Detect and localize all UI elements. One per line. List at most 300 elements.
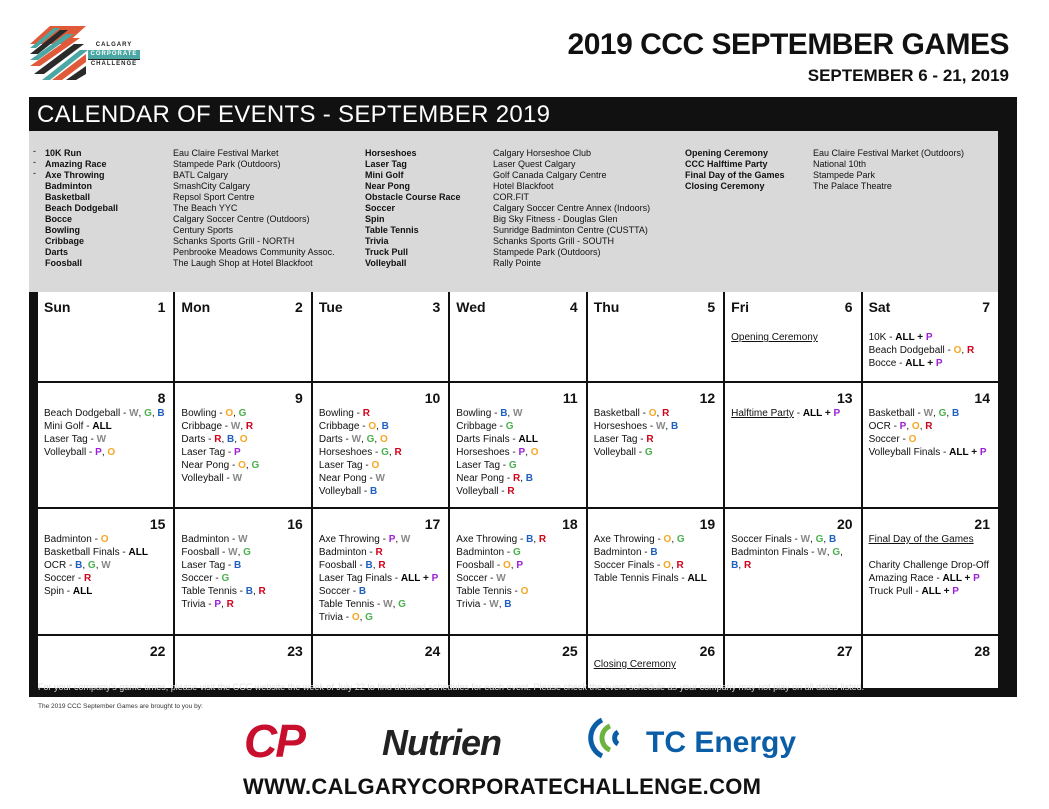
weekday-label: Sat bbox=[868, 299, 891, 315]
legend-venue: Sunridge Badminton Centre (CUSTTA) bbox=[493, 225, 648, 235]
event-name: Soccer Finals - bbox=[593, 560, 664, 571]
team-tag: O bbox=[225, 408, 234, 419]
team-tag: G bbox=[512, 547, 521, 558]
calendar-title: CALENDAR OF EVENTS - SEPTEMBER 2019 bbox=[37, 101, 551, 128]
team-tag: , bbox=[533, 534, 539, 545]
team-tag: B bbox=[75, 560, 83, 571]
event-list bbox=[594, 407, 719, 459]
event-item bbox=[181, 407, 306, 420]
team-tag: W bbox=[228, 547, 238, 558]
event-list bbox=[594, 658, 719, 671]
event-item bbox=[869, 585, 994, 598]
event-name: OCR - bbox=[868, 421, 900, 432]
team-tag: R bbox=[258, 586, 266, 597]
team-tag: , bbox=[665, 421, 671, 432]
legend-row bbox=[45, 159, 335, 170]
legend-venue: Calgary Soccer Centre (Outdoors) bbox=[173, 214, 310, 224]
team-tag: , bbox=[359, 612, 366, 623]
tc-energy-logo: TC Energy bbox=[646, 726, 797, 759]
event-name: Near Pong - bbox=[318, 473, 376, 484]
team-tag: , bbox=[810, 534, 816, 545]
event-name: Basketball - bbox=[593, 408, 649, 419]
weekday-label: Mon bbox=[181, 299, 211, 315]
team-tag: R bbox=[394, 447, 402, 458]
event-item bbox=[731, 533, 856, 546]
event-list bbox=[319, 533, 444, 624]
team-tag: O bbox=[908, 434, 917, 445]
event-name[interactable]: Opening Ceremony bbox=[731, 332, 818, 343]
event-name: Charity Challenge Drop-Off bbox=[868, 560, 989, 571]
legend-venue: The Beach YYC bbox=[173, 203, 238, 213]
event-name: Badminton - bbox=[593, 547, 651, 558]
team-tag: G bbox=[221, 573, 230, 584]
event-list bbox=[731, 533, 856, 572]
event-name: Volleyball - bbox=[318, 486, 370, 497]
event-item bbox=[456, 559, 581, 572]
event-name: Bowling - bbox=[456, 408, 501, 419]
team-tag: , bbox=[946, 408, 952, 419]
event-name: Laser Tag - bbox=[181, 447, 235, 458]
legend-event: Foosball bbox=[45, 258, 83, 268]
calendar-day-cell bbox=[450, 292, 585, 381]
event-item bbox=[319, 611, 444, 624]
team-tag: B bbox=[245, 586, 253, 597]
event-item bbox=[181, 546, 306, 559]
team-tag: + bbox=[968, 447, 980, 458]
team-tag: R bbox=[538, 534, 547, 545]
event-item bbox=[319, 407, 444, 420]
team-tag: G bbox=[505, 421, 514, 432]
weekday-label: Fri bbox=[731, 299, 750, 315]
team-tag: O bbox=[663, 534, 672, 545]
team-tag: W bbox=[400, 534, 411, 545]
event-name: Bowling - bbox=[318, 408, 363, 419]
logo-text bbox=[88, 41, 140, 69]
weekday-label: Thu bbox=[593, 299, 620, 315]
calendar-day-cell bbox=[588, 383, 723, 507]
calendar-grid bbox=[38, 292, 998, 682]
event-item bbox=[319, 485, 444, 498]
event-item bbox=[456, 572, 581, 585]
team-tag: W bbox=[817, 547, 827, 558]
calendar-day-cell bbox=[38, 509, 173, 634]
legend-venue: Schanks Sports Grill - SOUTH bbox=[493, 236, 615, 246]
event-name: Volleyball Finals - bbox=[868, 447, 950, 458]
event-item bbox=[181, 559, 306, 572]
event-list bbox=[456, 533, 581, 611]
team-tag: , bbox=[520, 473, 526, 484]
day-number: 7 bbox=[982, 299, 990, 315]
legend-row bbox=[45, 225, 335, 236]
legend-event: Closing Ceremony bbox=[685, 181, 765, 191]
day-number: 25 bbox=[562, 643, 578, 659]
calendar-day-cell bbox=[588, 509, 723, 634]
legend-row bbox=[45, 148, 335, 159]
team-tag: G bbox=[815, 534, 824, 545]
team-tag: G bbox=[938, 408, 947, 419]
legend-event: Trivia bbox=[365, 236, 389, 246]
event-item bbox=[456, 485, 581, 498]
event-item bbox=[319, 446, 444, 459]
event-name: Soccer - bbox=[44, 573, 85, 584]
event-item[interactable] bbox=[731, 331, 856, 344]
event-item bbox=[456, 546, 581, 559]
legend-event: 10K Run bbox=[45, 148, 82, 158]
calendar-day-cell bbox=[863, 292, 998, 381]
event-item bbox=[44, 433, 169, 446]
legend-venue: Stampede Park bbox=[813, 170, 876, 180]
legend-row bbox=[45, 181, 335, 192]
legend-row bbox=[45, 214, 335, 225]
event-item bbox=[869, 331, 994, 344]
team-tag: W bbox=[489, 599, 499, 610]
weekday-label: Sun bbox=[44, 299, 71, 315]
team-tag: B bbox=[526, 534, 534, 545]
event-item bbox=[319, 572, 444, 585]
legend-row bbox=[685, 170, 964, 181]
event-item bbox=[869, 407, 994, 420]
team-tag: ALL bbox=[92, 421, 112, 432]
logo-line-2: CORPORATE bbox=[88, 50, 140, 59]
legend-row bbox=[365, 225, 650, 236]
team-tag: R bbox=[362, 408, 370, 419]
event-item bbox=[869, 433, 994, 446]
day-number: 18 bbox=[562, 516, 578, 532]
event-item bbox=[44, 420, 169, 433]
event-name: Cribbage - bbox=[181, 421, 231, 432]
event-item bbox=[456, 533, 581, 546]
team-tag: + bbox=[940, 586, 953, 597]
event-item bbox=[594, 420, 719, 433]
calendar-day-cell bbox=[863, 509, 998, 634]
event-item bbox=[44, 572, 169, 585]
nutrien-logo: Nutrien bbox=[382, 722, 501, 763]
team-tag: R bbox=[245, 421, 254, 432]
event-item[interactable] bbox=[731, 407, 856, 420]
legend-venue: Calgary Soccer Centre Annex (Indoors) bbox=[493, 203, 651, 213]
day-number: 21 bbox=[974, 516, 990, 532]
team-tag: B bbox=[828, 534, 837, 545]
team-tag: O bbox=[953, 345, 962, 356]
team-tag: W bbox=[923, 408, 934, 419]
team-tag: , bbox=[823, 534, 829, 545]
calendar-day-cell bbox=[450, 383, 585, 507]
legend-row bbox=[365, 214, 650, 225]
day-number: 9 bbox=[295, 390, 303, 406]
event-name: Volleyball - bbox=[181, 473, 233, 484]
team-tag: R bbox=[507, 486, 515, 497]
event-name: Soccer - bbox=[181, 573, 222, 584]
team-tag: W bbox=[351, 434, 362, 445]
date-range: SEPTEMBER 6 - 21, 2019 bbox=[807, 66, 1009, 85]
weekday-label: Tue bbox=[318, 299, 343, 315]
calendar-day-cell bbox=[725, 383, 860, 507]
day-number: 17 bbox=[424, 516, 441, 532]
event-item bbox=[594, 407, 719, 420]
legend-venue: Stampede Park (Outdoors) bbox=[493, 247, 601, 257]
event-name: Mini Golf - bbox=[44, 421, 93, 432]
event-name: Near Pong - bbox=[456, 473, 513, 484]
legend-event: Bocce bbox=[45, 214, 73, 224]
legend-row bbox=[685, 148, 964, 159]
event-item bbox=[869, 420, 994, 433]
calendar-day-cell bbox=[725, 509, 860, 634]
website-url[interactable]: WWW.CALGARYCORPORATECHALLENGE.COM bbox=[243, 774, 762, 799]
team-tag: O bbox=[371, 460, 380, 471]
day-number: 24 bbox=[424, 643, 441, 659]
event-item bbox=[44, 533, 169, 546]
team-tag: P bbox=[833, 408, 841, 419]
event-name: Bocce - bbox=[868, 358, 906, 369]
team-tag: , bbox=[245, 460, 252, 471]
legend-row bbox=[365, 192, 650, 203]
event-list bbox=[181, 533, 306, 611]
team-tag: P bbox=[973, 573, 980, 584]
legend-row bbox=[365, 247, 650, 258]
calendar-day-cell bbox=[313, 383, 448, 507]
team-tag: R bbox=[966, 345, 975, 356]
event-item bbox=[44, 546, 169, 559]
team-tag: G bbox=[251, 460, 260, 471]
logo-line-1: CALGARY bbox=[95, 42, 133, 48]
calendar-day-cell bbox=[725, 636, 860, 688]
calendar-day-cell bbox=[450, 509, 585, 634]
team-tag: + bbox=[924, 358, 936, 369]
team-tag: O bbox=[911, 421, 920, 432]
event-item bbox=[731, 546, 856, 559]
event-item bbox=[44, 559, 169, 572]
event-name: Table Tennis - bbox=[181, 586, 246, 597]
legend-event: Badminton bbox=[45, 181, 92, 191]
event-name: Table Tennis - bbox=[318, 599, 384, 610]
legend-row bbox=[365, 181, 650, 192]
event-name: Foosball - bbox=[318, 560, 366, 571]
event-item bbox=[869, 546, 994, 559]
team-tag: P bbox=[516, 560, 523, 571]
event-item bbox=[594, 533, 719, 546]
day-number: 11 bbox=[562, 390, 578, 406]
day-number: 3 bbox=[432, 299, 441, 315]
legend-venue: BATL Calgary bbox=[173, 170, 229, 180]
event-list bbox=[869, 533, 994, 598]
team-tag: O bbox=[351, 612, 360, 623]
team-tag: G bbox=[398, 599, 406, 610]
team-tag: B bbox=[504, 599, 512, 610]
legend-venue: Hotel Blackfoot bbox=[493, 181, 554, 191]
legend-event: Darts bbox=[45, 247, 69, 257]
event-list bbox=[44, 407, 169, 459]
team-tag: , bbox=[234, 434, 240, 445]
calendar-day-cell bbox=[175, 636, 310, 688]
event-item bbox=[456, 459, 581, 472]
team-tag: B bbox=[234, 560, 242, 571]
legend-venue: Penbrooke Meadows Community Assoc. bbox=[173, 247, 335, 257]
event-name: Beach Dodgeball - bbox=[868, 345, 954, 356]
team-tag: B bbox=[157, 408, 165, 419]
event-item[interactable] bbox=[869, 533, 994, 546]
event-list bbox=[594, 533, 719, 585]
team-tag: , bbox=[101, 447, 108, 458]
team-tag: , bbox=[498, 599, 505, 610]
team-tag: , bbox=[138, 408, 145, 419]
team-tag: , bbox=[374, 434, 380, 445]
event-item bbox=[181, 446, 306, 459]
calendar-day-cell bbox=[38, 292, 173, 381]
weekday-label: Wed bbox=[456, 299, 486, 315]
team-tag: , bbox=[671, 534, 677, 545]
team-tag: B bbox=[369, 486, 378, 497]
event-item bbox=[869, 572, 994, 585]
calendar-day-cell bbox=[313, 509, 448, 634]
event-name: Soccer - bbox=[868, 434, 909, 445]
team-tag: O bbox=[502, 560, 511, 571]
legend-row bbox=[365, 148, 650, 159]
event-item bbox=[594, 446, 719, 459]
team-tag: , bbox=[933, 408, 939, 419]
team-tag: B bbox=[670, 421, 679, 432]
calendar-day-cell bbox=[313, 292, 448, 381]
event-name[interactable]: Final Day of the Games bbox=[868, 534, 974, 545]
legend-event: Truck Pull bbox=[365, 247, 409, 257]
team-tag: R bbox=[743, 560, 752, 571]
event-item[interactable] bbox=[594, 658, 719, 671]
team-tag: R bbox=[646, 434, 654, 445]
event-item bbox=[456, 420, 581, 433]
day-number: 4 bbox=[569, 299, 578, 315]
legend-event: Cribbage bbox=[45, 236, 85, 246]
event-name: Badminton Finals - bbox=[731, 547, 818, 558]
team-tag: G bbox=[366, 434, 375, 445]
legend-row bbox=[45, 170, 335, 181]
legend-venue: Rally Pointe bbox=[493, 258, 542, 268]
day-number: 20 bbox=[836, 516, 853, 532]
event-item bbox=[181, 433, 306, 446]
team-tag: O bbox=[648, 408, 657, 419]
event-item bbox=[594, 559, 719, 572]
day-number: 27 bbox=[836, 643, 853, 659]
event-name: 10K - bbox=[868, 332, 896, 343]
event-item bbox=[594, 572, 719, 585]
team-tag: W bbox=[96, 434, 107, 445]
legend-venue: The Palace Theatre bbox=[813, 181, 892, 191]
legend-row bbox=[365, 258, 650, 269]
team-tag: ALL bbox=[72, 586, 93, 597]
team-tag: W bbox=[129, 408, 139, 419]
day-number: 6 bbox=[844, 299, 853, 315]
team-tag: , bbox=[252, 586, 259, 597]
team-tag: + bbox=[961, 573, 974, 584]
team-tag: W bbox=[512, 408, 523, 419]
team-tag: P bbox=[935, 358, 943, 369]
team-tag: G bbox=[243, 547, 251, 558]
event-item bbox=[319, 546, 444, 559]
event-item bbox=[319, 585, 444, 598]
calendar-day-cell bbox=[38, 636, 173, 688]
event-name: Table Tennis - bbox=[456, 586, 521, 597]
calendar-day-cell bbox=[450, 636, 585, 688]
legend-row bbox=[365, 159, 650, 170]
event-name: Horseshoes - bbox=[456, 447, 519, 458]
event-item bbox=[44, 446, 169, 459]
legend-venue: Laser Quest Calgary bbox=[493, 159, 576, 169]
event-name: Soccer - bbox=[318, 586, 359, 597]
team-tag: O bbox=[379, 434, 388, 445]
legend-event: Mini Golf bbox=[365, 170, 404, 180]
team-tag: , bbox=[919, 421, 926, 432]
event-name: Darts - bbox=[181, 434, 215, 445]
event-name: Trivia - bbox=[181, 599, 215, 610]
legend-row bbox=[45, 236, 335, 247]
event-name: Table Tennis Finals - bbox=[593, 573, 688, 584]
team-tag: , bbox=[221, 434, 227, 445]
team-tag: , bbox=[738, 560, 744, 571]
team-tag: G bbox=[365, 612, 373, 623]
legend-event: Table Tennis bbox=[365, 225, 419, 235]
team-tag: , bbox=[826, 547, 833, 558]
team-tag: O bbox=[107, 447, 116, 458]
team-tag: ALL bbox=[802, 408, 823, 419]
event-name: Trivia - bbox=[318, 612, 352, 623]
legend-event: Axe Throwing bbox=[45, 170, 105, 180]
calendar-day-cell bbox=[588, 292, 723, 381]
team-tag: B bbox=[525, 473, 534, 484]
team-tag: P bbox=[925, 332, 933, 343]
sponsor-caption: The 2019 CCC September Games are brought to you by: bbox=[38, 703, 203, 710]
team-tag: B bbox=[227, 434, 235, 445]
event-item bbox=[456, 446, 581, 459]
team-tag: O bbox=[530, 447, 539, 458]
day-number: 8 bbox=[157, 390, 166, 406]
team-tag: B bbox=[500, 408, 508, 419]
team-tag: G bbox=[87, 560, 96, 571]
legend-venue: Stampede Park (Outdoors) bbox=[173, 159, 281, 169]
legend-event: Beach Dodgeball bbox=[45, 203, 119, 213]
event-name: Volleyball - bbox=[44, 447, 96, 458]
event-name: Axe Throwing - bbox=[456, 534, 527, 545]
legend-venue: Golf Canada Calgary Centre bbox=[493, 170, 607, 180]
event-name: Badminton - bbox=[318, 547, 376, 558]
event-name: Laser Tag - bbox=[318, 460, 372, 471]
team-tag: W bbox=[230, 421, 241, 432]
legend-venue: Calgary Horseshoe Club bbox=[493, 148, 592, 158]
event-item bbox=[869, 357, 994, 370]
event-name[interactable]: Closing Ceremony bbox=[593, 659, 676, 670]
event-name: Amazing Race - bbox=[868, 573, 943, 584]
team-tag: , bbox=[221, 599, 227, 610]
legend-venue: Big Sky Fitness - Douglas Glen bbox=[493, 214, 618, 224]
team-tag: W bbox=[655, 421, 666, 432]
team-tag: , bbox=[670, 560, 677, 571]
team-tag: + bbox=[914, 332, 926, 343]
team-tag: , bbox=[656, 408, 663, 419]
calendar-day-cell bbox=[175, 292, 310, 381]
team-tag: B bbox=[358, 586, 367, 597]
calendar-day-cell bbox=[725, 292, 860, 381]
team-tag: , bbox=[233, 408, 239, 419]
legend-venue: Eau Claire Festival Market (Outdoors) bbox=[813, 148, 965, 158]
legend-venue: Century Sports bbox=[173, 225, 234, 235]
legend-column-1 bbox=[45, 148, 335, 269]
event-list bbox=[456, 407, 581, 498]
team-tag: , bbox=[151, 408, 158, 419]
day-number: 5 bbox=[707, 299, 716, 315]
legend-venue: The Laugh Shop at Hotel Blackfoot bbox=[173, 258, 313, 268]
calendar-day-cell bbox=[588, 636, 723, 688]
team-tag: , bbox=[240, 421, 246, 432]
event-name[interactable]: Halftime Party bbox=[731, 408, 794, 419]
team-tag: P bbox=[899, 421, 907, 432]
event-name: Soccer - bbox=[456, 573, 497, 584]
